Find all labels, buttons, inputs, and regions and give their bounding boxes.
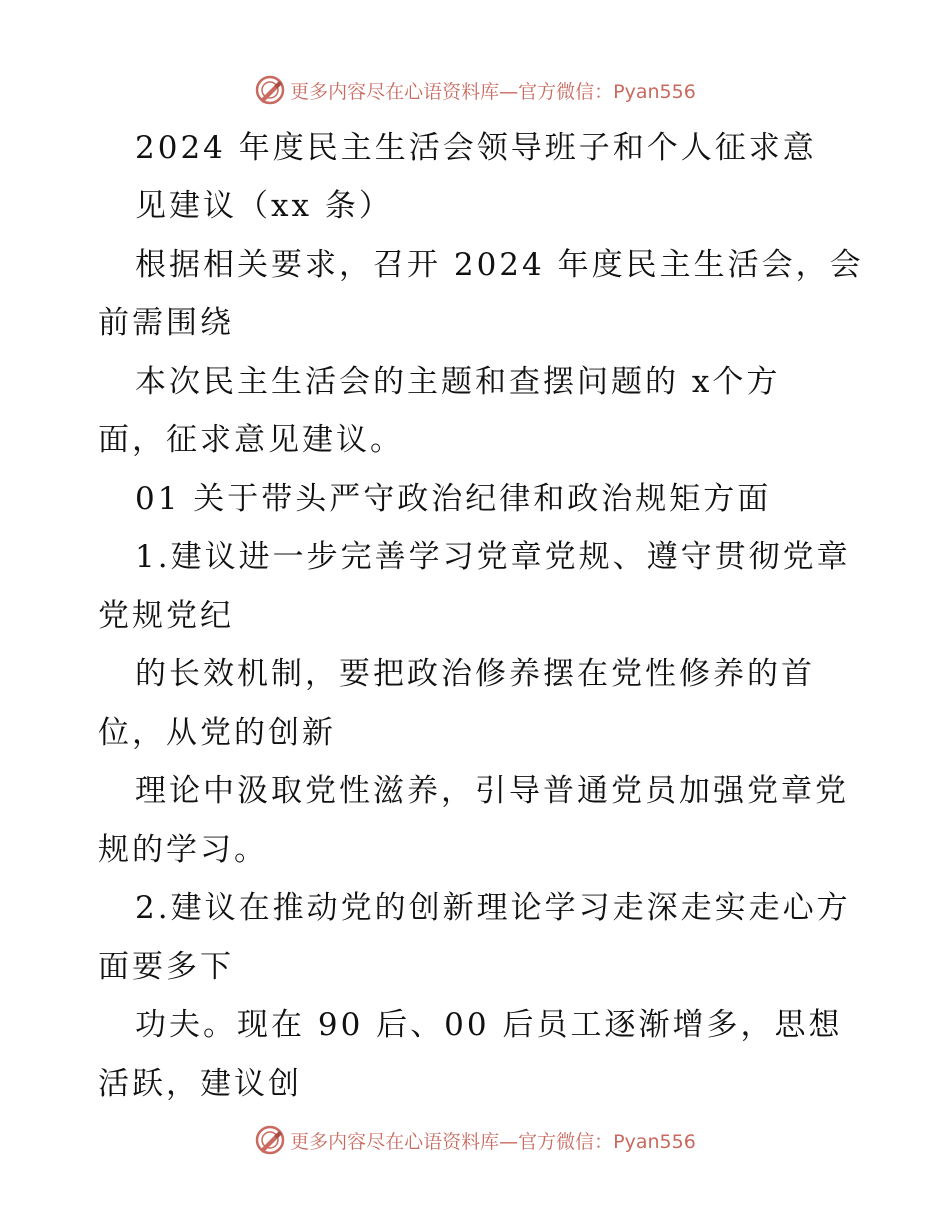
paragraph-line: 规的学习。 — [98, 832, 268, 868]
paragraph-line: 理论中汲取党性滋养，引导普通党员加强党章党 — [135, 773, 849, 809]
watermark-text: 更多内容尽在心语资料库—官方微信：Pyan556 — [290, 80, 696, 103]
footer-watermark — [0, 1120, 950, 1160]
doc-title-line-2: 见建议（xx 条） — [135, 188, 393, 224]
paragraph-line: 面要多下 — [98, 949, 234, 985]
paragraph-line: 的长效机制，要把政治修养摆在党性修养的首 — [135, 656, 815, 692]
paragraph-line: 党规党纪 — [98, 598, 234, 634]
section-heading: 01 关于带头严守政治纪律和政治规矩方面 — [135, 481, 772, 517]
watermark-text: 更多内容尽在心语资料库—官方微信：Pyan556 — [290, 1130, 696, 1153]
paragraph-line: 位，从党的创新 — [98, 715, 336, 751]
paragraph-line: 前需围绕 — [98, 305, 234, 341]
paragraph-line: 活跃，建议创 — [98, 1066, 302, 1102]
paragraph-line: 根据相关要求，召开 2024 年度民主生活会，会 — [135, 247, 864, 283]
header-watermark — [0, 70, 950, 110]
pen-logo-icon — [254, 74, 286, 106]
paragraph-line: 面，征求意见建议。 — [98, 422, 404, 458]
paragraph-line: 功夫。现在 90 后、00 后员工逐渐增多，思想 — [135, 1007, 843, 1043]
paragraph-line: 2.建议在推动党的创新理论学习走深走实走心方 — [135, 890, 851, 926]
doc-title-line-1: 2024 年度民主生活会领导班子和个人征求意 — [135, 130, 817, 166]
paragraph-line: 1.建议进一步完善学习党章党规、遵守贯彻党章 — [135, 539, 851, 575]
pen-logo-icon — [254, 1124, 286, 1156]
paragraph-line: 本次民主生活会的主题和查摆问题的 x个方 — [135, 364, 781, 400]
